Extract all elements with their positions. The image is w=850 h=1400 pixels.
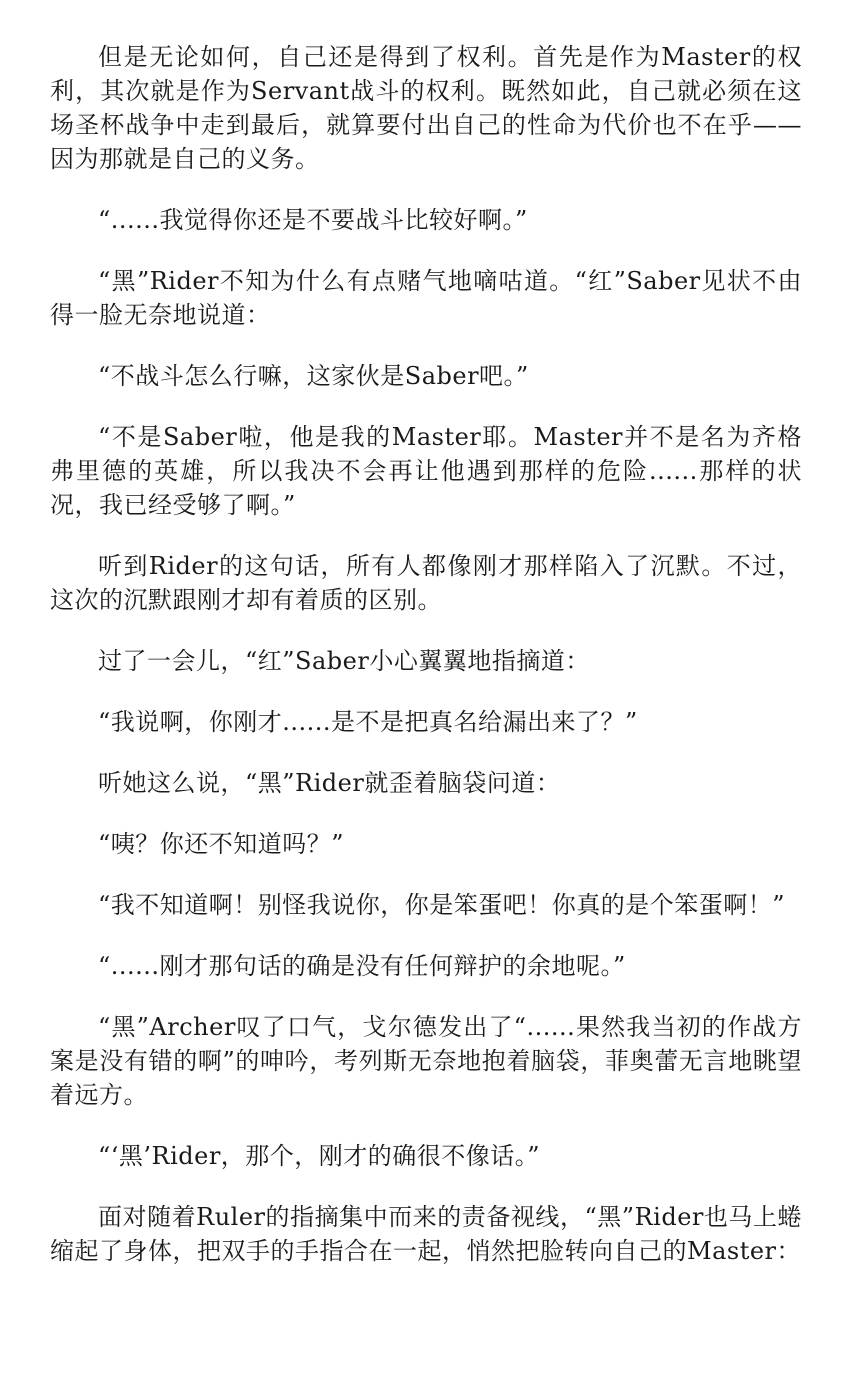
- paragraph-7: 过了一会儿，“红”Saber小心翼翼地指摘道：: [98, 647, 590, 675]
- paragraph-13: “黑”Archer叹了口气，戈尔德发出了“......果然我当初的作战方案是没有错的啊”的呻吟，考列斯无奈地抱着脑袋，菲奥蕾无言地眺望着远方。: [50, 1013, 802, 1109]
- paragraph-14: “‘黑’Rider，那个，刚才的确很不像话。”: [98, 1142, 541, 1170]
- document-page: [50, 40, 802, 1295]
- paragraph-9: 听她这么说，“黑”Rider就歪着脑袋问道：: [98, 769, 561, 797]
- paragraph-1: 但是无论如何，自己还是得到了权利。首先是作为Master的权利，其次就是作为Servant战斗的权利。既然如此，自己就必须在这场圣杯战争中走到最后，就算要付出自己的性命为代价也不在乎——因为那就是自己的义务。: [50, 43, 802, 173]
- paragraph-11: “我不知道啊！别怪我说你，你是笨蛋吧！你真的是个笨蛋啊！”: [98, 891, 786, 919]
- paragraph-2: “......我觉得你还是不要战斗比较好啊。”: [98, 206, 528, 234]
- paragraph-15: 面对随着Ruler的指摘集中而来的责备视线，“黑”Rider也马上蜷缩起了身体，把双手的手指合在一起，悄然把脸转向自己的Master：: [50, 1203, 802, 1265]
- paragraph-12: “......刚才那句话的确是没有任何辩护的余地呢。”: [98, 952, 626, 980]
- paragraph-5: “不是Saber啦，他是我的Master耶。Master并不是名为齐格弗里德的英雄，所以我决不会再让他遇到那样的危险......那样的状况，我已经受够了啊。”: [50, 423, 802, 519]
- paragraph-3: “黑”Rider不知为什么有点赌气地嘀咕道。“红”Saber见状不由得一脸无奈地说道：: [50, 267, 802, 329]
- paragraph-8: “我说啊，你刚才......是不是把真名给漏出来了？”: [98, 708, 638, 736]
- paragraph-6: 听到Rider的这句话，所有人都像刚才那样陷入了沉默。不过，这次的沉默跟刚才却有着质的区别。: [50, 552, 802, 614]
- paragraph-10: “咦？你还不知道吗？”: [98, 830, 345, 858]
- paragraph-4: “不战斗怎么行嘛，这家伙是Saber吧。”: [98, 362, 529, 390]
